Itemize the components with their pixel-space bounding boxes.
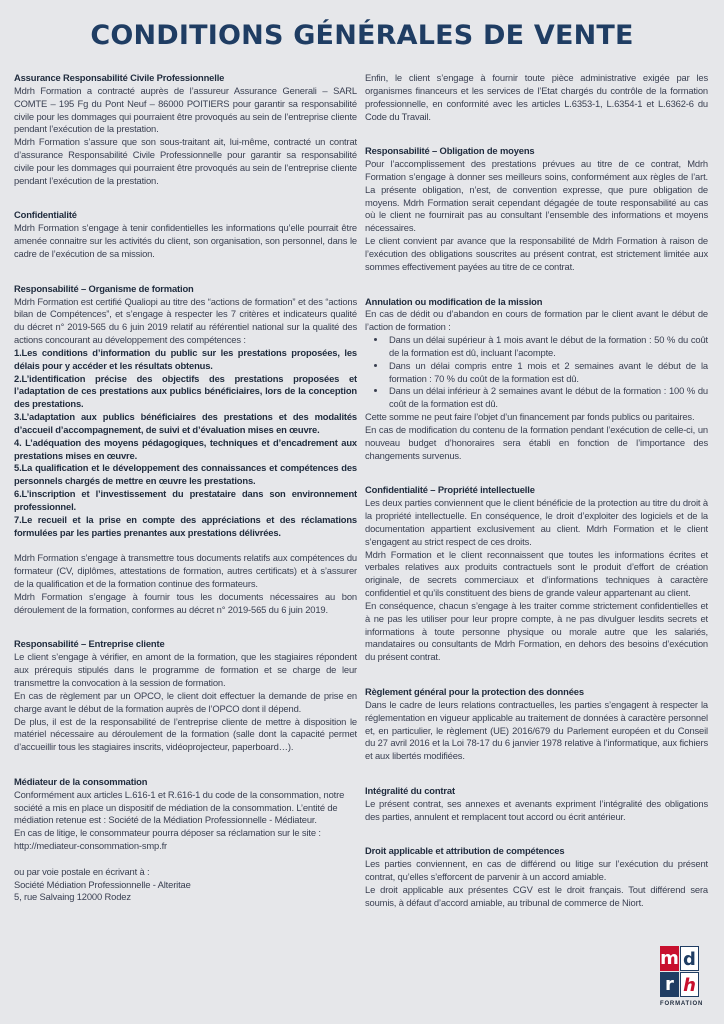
section-heading: Responsabilité – Obligation de moyens [365,145,535,157]
section-entreprise [14,638,357,754]
logo-letter: h [680,972,699,997]
paragraph: ou par voie postale en écrivant à : [14,865,150,877]
list-item: • Dans un délai supérieur à 1 mois avant le début de la formation : 50 % du coût de la formation est dû, incluant l’acompte. [387,334,708,360]
paragraph: En cas de modification du contenu de la formation pendant l’exécution de celle-ci, un nouveau budget d’honoraires sera établi en fonction de l’importance des changements survenus. [365,423,708,461]
list-item: • Dans un délai compris entre 1 mois et 2 semaines avant le début de la formation : 70 % du coût de la formation est dû. [387,360,708,386]
section-integralite [365,785,708,824]
section-droit [365,845,708,909]
paragraph: Mdrh Formation s’engage à transmettre tous documents relatifs aux compétences du formateur (CV, diplômes, attestations de formation, autres certificats) et à s’assurer de la qualification et de la formation continue des formateurs. [14,552,357,590]
paragraph: Le client s’engage à vérifier, en amont de la formation, que les stagiaires répondent aux prérequis stipulés dans le programme de formation et se charge de leur transmettre la convocation à la session de formation. [14,651,357,688]
section-heading: Assurance Responsabilité Civile Professionnelle [14,72,225,83]
paragraph: Société Médiation Professionnelle - Alteritae [14,878,191,890]
section-enfin [365,72,708,123]
list-item: • Dans un délai inférieur à 2 semaines avant le début de la formation : 100 % du coût de la formation est dû. [387,385,708,411]
logo-wordmark: FORMATION [660,1001,704,1007]
mediator-link[interactable]: http://mediateur-consommation-smp.fr [14,840,167,852]
criterion: 4. L’adéquation des moyens pédagogiques, techniques et d’encadrement aux prestations mises en œuvre. [14,436,357,461]
criterion: 6.L’inscription et l’investissement du prestataire dans son environnement professionnel. [14,488,357,512]
paragraph: Le client convient par avance que la responsabilité de Mdrh Formation à raison de l’exécution des obligations souscrites au présent contrat, est strictement limitée aux sommes effectivement payées au titre de ce contrat. [365,235,708,272]
paragraph: Le droit applicable aux présentes CGV est le droit français. Tout différend sera soumis, à défaut d’accord amiable, au tribunal de commerce de Niort. [365,883,708,908]
paragraph: Les deux parties conviennent que le client bénéficie de la protection au titre du droit à la propriété intellectuelle. En conséquence, le droit d’exploiter des logiciels et de la documentation appartient exclusivement au client. Mdrh Formation et le client s’engagent au strict respect de ces droits. [365,497,708,547]
paragraph: Mdrh Formation s’assure que son sous-traitant ait, lui-même, contracté un contrat d’assurance Responsabilité Civile Professionnelle pour garantir sa responsabilité civile pour les dommages qui pourraient être provoqués au sein de l’entreprise cliente pendant l’exécution de la prestation. [14,136,357,186]
criterion: 3.L’adaptation aux publics bénéficiaires des prestations et des modalités d’accueil d’accompagnement, de suivi et d’évaluation mises en œuvre. [14,411,357,435]
logo-letter: r [660,972,679,997]
paragraph: Mdrh Formation est certifié Qualiopi au titre des “actions de formation” et des “actions bilan de Compétences”, et s’engage à respecter les 7 critères et indicateurs qualité du décret n° 2019-565 du 6 juin 2019 relatif au référentiel national sur la qualité des actions concourant au développement des compétences : [14,295,357,346]
criterion: 1.Les conditions d’information du public sur les prestations proposées, les délais pour y accéder et les résultats obtenus. [14,346,357,371]
section-heading: Médiateur de la consommation [14,775,148,787]
section-organisme [14,283,357,617]
criterion: 2.L’identification précise des objectifs des prestations proposées et l’adaptation de ces prestations aux publics bénéficiaires, lors de la conception des prestations. [14,372,357,410]
right-column [365,72,708,918]
section-annulation [365,296,708,463]
section-rgpd [365,686,708,763]
section-assurance [14,72,357,188]
section-heading: Intégralité du contrat [365,784,455,796]
paragraph: Mdrh Formation a contracté auprès de l’assureur Assurance Generali – SARL COMTE – 195 Fg du Pont Neuf – 86000 POITIERS pour garantir sa responsabilité civile pour les dommages qui pourraient être provoqués au sein de l’entreprise cliente pendant l’exécution de la prestation. [14,84,357,135]
paragraph: Conformément aux articles L.616-1 et R.616-1 du code de la consommation, notre société a mis en place un dispositif de médiation de la consommation. L’entité de médiation retenue est : Société de la Médiation Professionnelle - Médiateur. [14,788,345,826]
paragraph: De plus, il est de la responsabilité de l’entreprise cliente de mettre à disposition le matériel nécessaire au déroulement de la formation (salle dont la capacité permet d’accueillir tous les stagiaires inscrits, vidéoprojecteur, paperboard…). [14,715,357,753]
section-heading: Confidentialité [14,209,77,221]
paragraph: Dans le cadre de leurs relations contractuelles, les parties s’engagent à respecter la réglementation en vigueur applicable au traitement de données à caractère personnel et, en particulier, le règlement (UE) 2016/679 du Parlement européen et du Conseil du 27 avril 2016 et la Loi 78-17 du 6 janvier 1978 relative à l’informatique, aux fichiers et aux libertés modifiées. [365,698,708,762]
section-mediateur [14,776,357,904]
section-heading: Annulation ou modification de la mission [365,295,543,307]
logo-letter: d [680,946,699,971]
section-heading: Règlement général pour la protection des données [365,685,584,697]
section-obligation [365,145,708,273]
page-title: CONDITIONS GÉNÉRALES DE VENTE [90,20,634,51]
section-propriete [365,484,708,664]
cancellation-list [365,334,708,411]
paragraph: En cas de règlement par un OPCO, le client doit effectuer la demande de prise en charge avant le début de la formation auprès de l’OPCO dont il dépend. [14,689,357,714]
paragraph: Mdrh Formation et le client reconnaissent que toutes les informations écrites et verbales relatives aux produits contractuels sont le produit d’effort de création originale, de secrets commerciaux et d’informations techniques à caractère confidentiel et qu’ils constituent des biens de grande valeur appartenant au client. [365,548,708,599]
mdrh-logo [660,946,704,1012]
left-column [14,72,357,913]
paragraph: Mdrh Formation s’engage à tenir confidentielles les informations qu’elle pourrait être amenée connaitre sur les activités du client, son organisation, son personnel, dans le cadre de l’exécution de sa mission. [14,222,357,259]
paragraph: Cette somme ne peut faire l’objet d’un financement par fonds publics ou paritaires. [365,411,695,423]
criterion: 5.La qualification et le développement des connaissances et compétences des personnels chargés de mettre en œuvre les prestations. [14,462,357,487]
paragraph: Les parties conviennent, en cas de différend ou litige sur l’exécution du présent contrat, qu’elles s’efforcent de parvenir à un accord amiable. [365,858,708,882]
paragraph: En cas de dédit ou d’abandon en cours de formation par le client avant le début de l’action de formation : [365,308,708,333]
section-confidentialite [14,209,357,260]
logo-letter: m [660,948,679,969]
paragraph: 5, rue Salvaing 12000 Rodez [14,891,131,903]
paragraph: Le présent contrat, ses annexes et avenants expriment l’intégralité des obligations des parties, annulent et remplacent tout accord ou écrit antérieur. [365,797,708,822]
paragraph: Mdrh Formation s’engage à fournir tous les documents nécessaires au bon déroulement de la formation, conformes au décret n° 2019-565 du 6 juin 2019. [14,590,357,615]
section-heading: Responsabilité – Organisme de formation [14,282,194,294]
section-heading: Confidentialité – Propriété intellectuelle [365,484,535,496]
paragraph: Pour l’accomplissement des prestations prévues au titre de ce contrat, Mdrh Formation s’engage à donner ses meilleurs soins, conformément aux règles de l’art. La présente obligation, n’est, de convention expresse, que pure obligation de moyens. Mdrh Formation serait cependant dégagée de toute responsabilité au cas où le client ne fournirait pas au consultant l’ensemble des informations et moyens nécessaires. [365,158,708,234]
paragraph: En cas de litige, le consommateur pourra déposer sa réclamation sur le site : [14,827,321,839]
criterion: 7.Le recueil et la prise en compte des appréciations et des réclamations formulées par les parties prenantes aux prestations délivrées. [14,513,357,538]
section-heading: Responsabilité – Entreprise cliente [14,638,165,650]
section-heading: Droit applicable et attribution de compétences [365,845,565,857]
paragraph: Enfin, le client s’engage à fournir toute pièce administrative exigée par les organismes financeurs et les services de l’Etat chargés du contrôle de la formation professionnelle, en conformité avec les articles L.6353-1, L.6354-1 et L.6362-6 du Code du Travail. [365,72,708,122]
paragraph: En conséquence, chacun s’engage à les traiter comme strictement confidentielles et à ne pas les utiliser pour leur propre compte, à ne pas divulguer lesdits secrets et informations à toute personne physique ou morale autre que les salariés, mandataires ou consultants de Mdrh Formation, en dehors des besoins d’exécution du présent contrat. [365,599,708,663]
